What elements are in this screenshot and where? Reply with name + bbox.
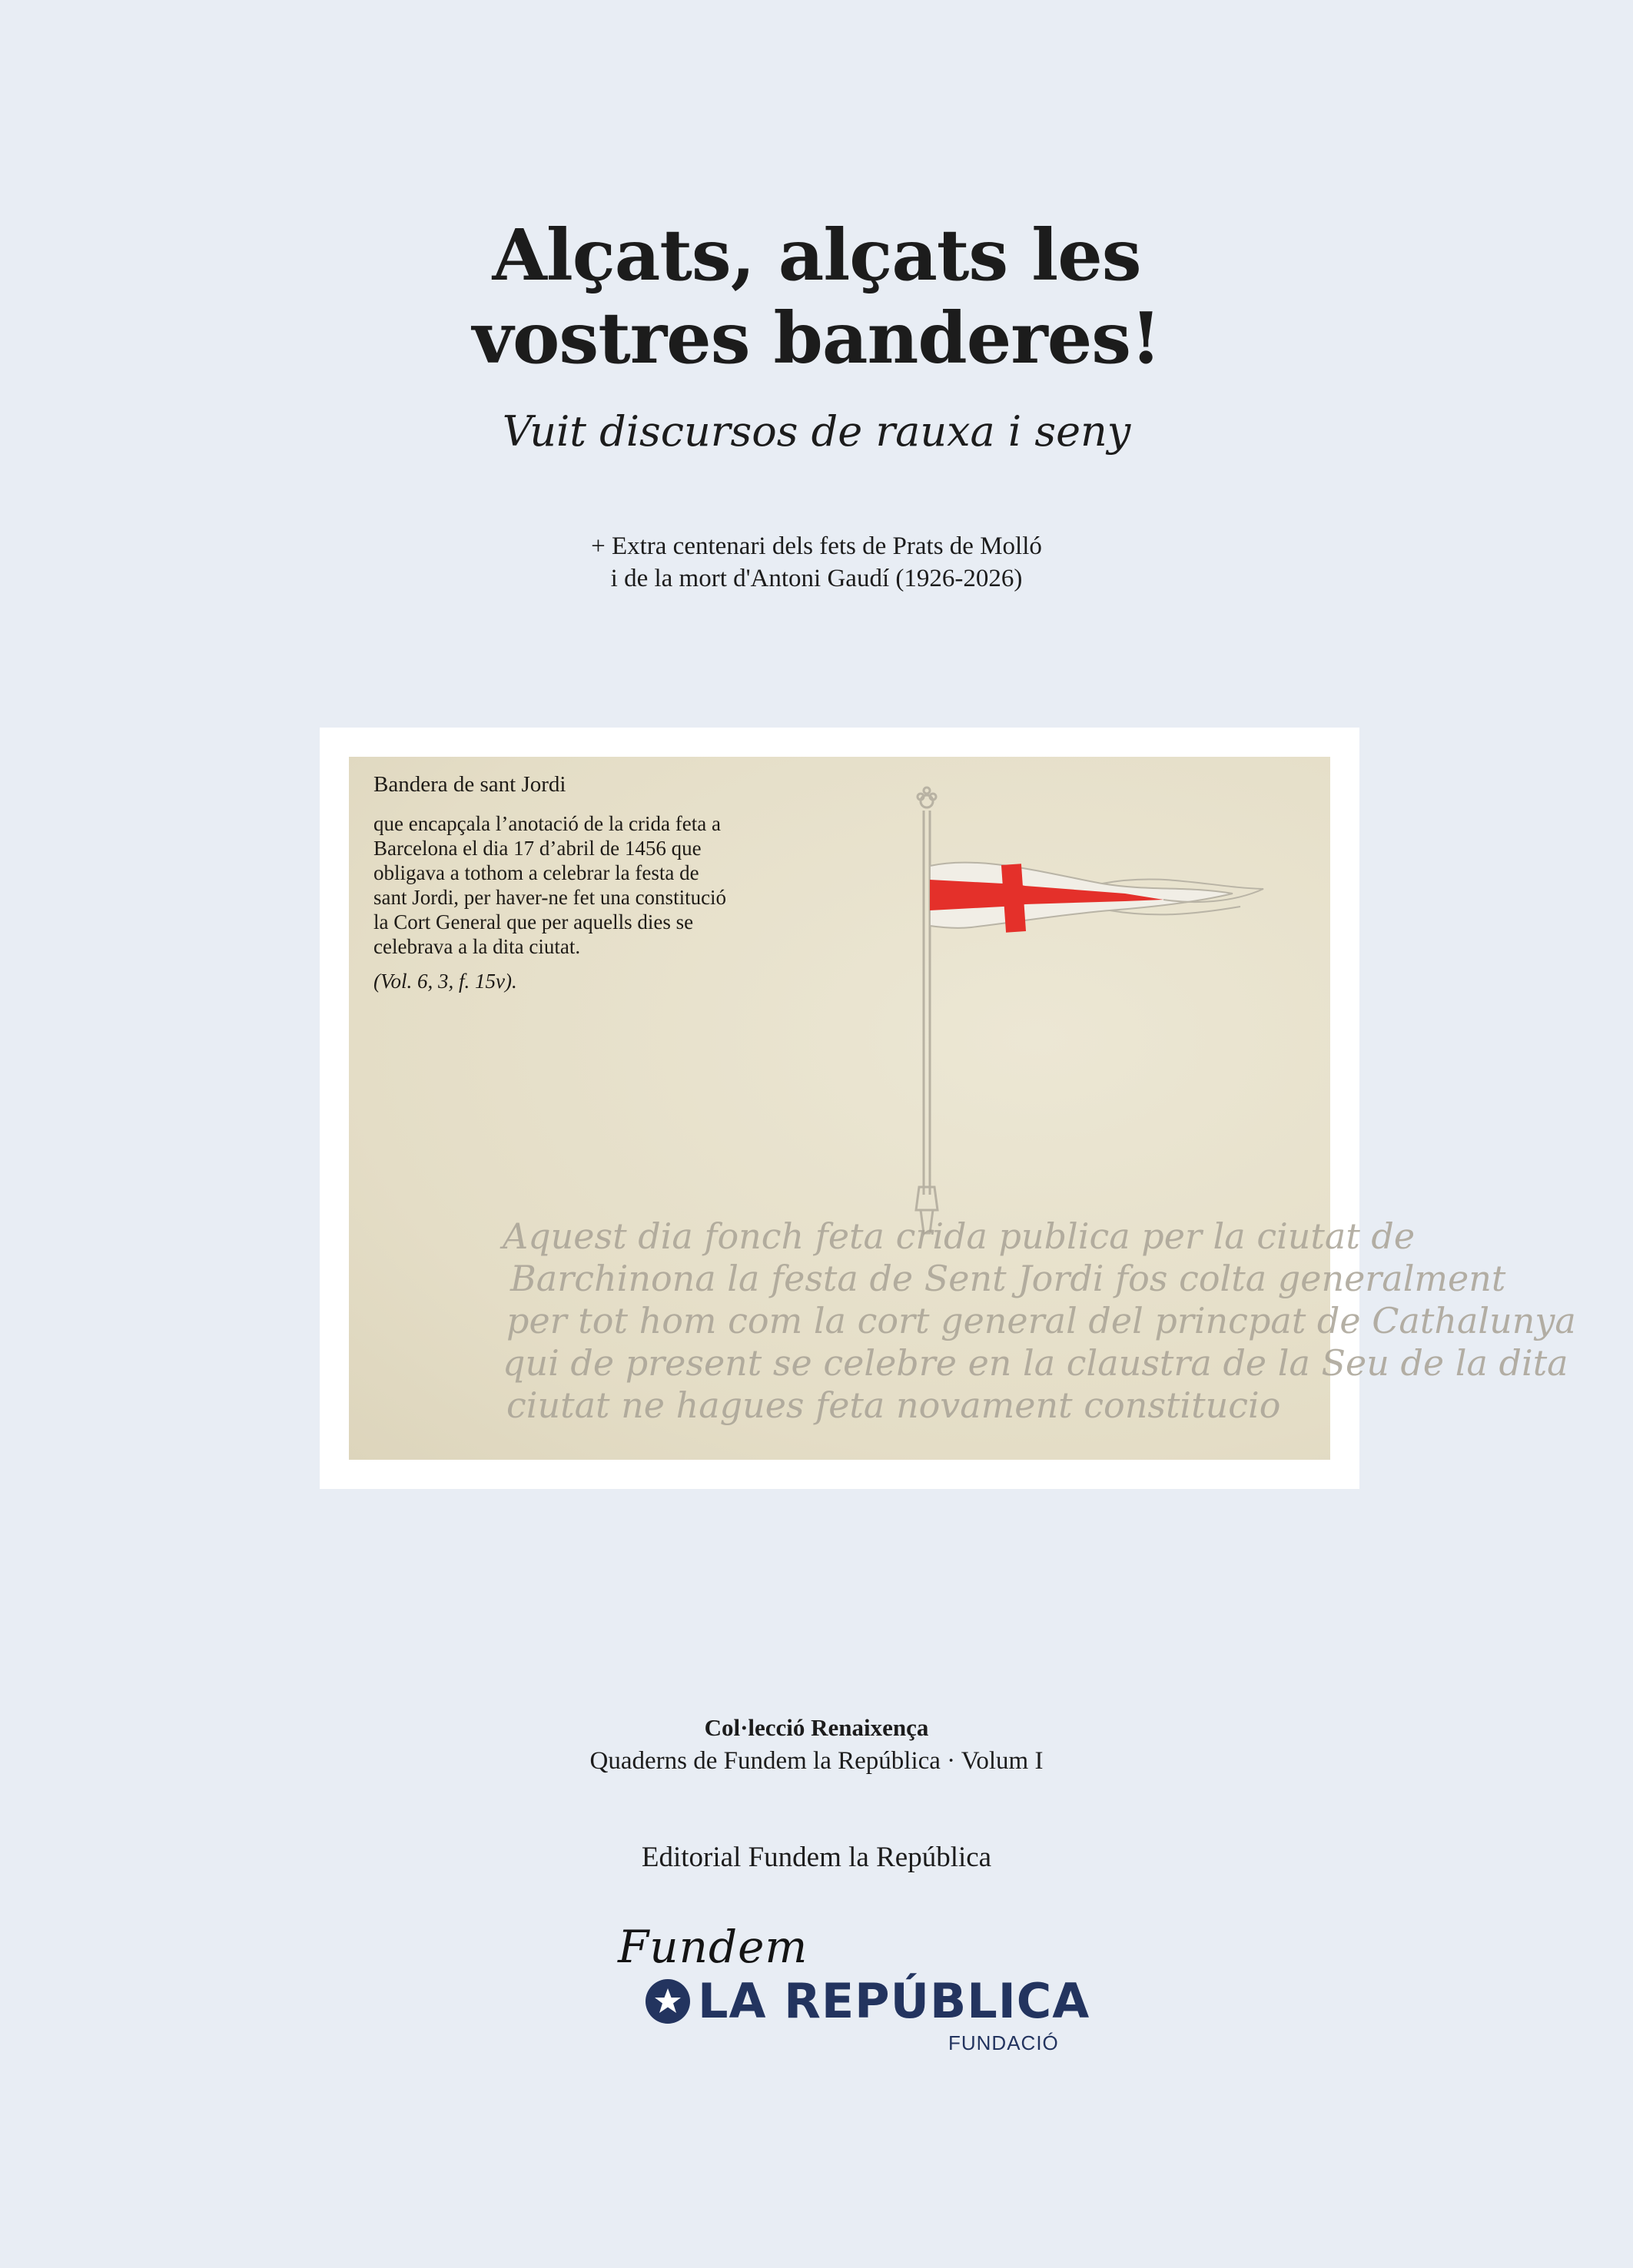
logo-script: Fundem [618,1921,808,1973]
illustration-caption [373,772,735,993]
collection-series: Quaderns de Fundem la República · Volum I [589,1747,1044,1775]
star-icon [646,1979,690,2024]
flag-pole [916,788,938,1233]
caption-title: Bandera de sant Jordi [373,772,566,797]
manuscript-line: Aquest dia fonch feta crida publica per la ciutat de [503,1215,1416,1257]
extra-note-line-2: i de la mort d'Antoni Gaudí (1926-2026) [610,565,1023,592]
manuscript-illustration [349,757,1576,1460]
extra-note-line-1: + Extra centenari dels fets de Prats de Molló [591,532,1042,560]
book-title [0,214,1633,380]
illustration-frame [320,728,1576,1489]
publisher-logo [607,1921,1090,2054]
manuscript-line: per tot hom com la cort general del princpat de Cathalunya [506,1300,1576,1341]
book-title-line-2: vostres banderes! [472,297,1161,380]
manuscript-line: ciutat ne hagues feta novament constitucio [506,1384,1281,1426]
caption-text: que encapçala l’anotació de la crida feta a Barcelona el dia 17 d’abril de 1456 que obligava a tothom a celebrar la festa de sant Jordi, per haver-ne fet una constitució la Cort General que per aquells dies se celebrava a la dita ciutat. [373,812,727,958]
manuscript-line: Barchinona la festa de Sent Jordi fos colta generalment [510,1258,1506,1299]
book-title-line-1: Alçats, alçats les [492,214,1141,297]
extra-note [0,530,1633,595]
collection-info [0,1712,1633,1778]
manuscript-text [500,1215,1576,1426]
manuscript-line: qui de present se celebre en la claustra de la Seu de la dita [503,1342,1568,1384]
logo-sub-text: FUNDACIÓ [948,2031,1059,2054]
logo-main-text: LA REPÚBLICA [698,1973,1090,2029]
caption-reference: (Vol. 6, 3, f. 15v). [373,970,517,993]
book-subtitle: Vuit discursos de rauxa i seny [502,407,1131,456]
publisher-name: Editorial Fundem la República [641,1842,992,1873]
collection-name: Col·lecció Renaixença [704,1714,929,1741]
